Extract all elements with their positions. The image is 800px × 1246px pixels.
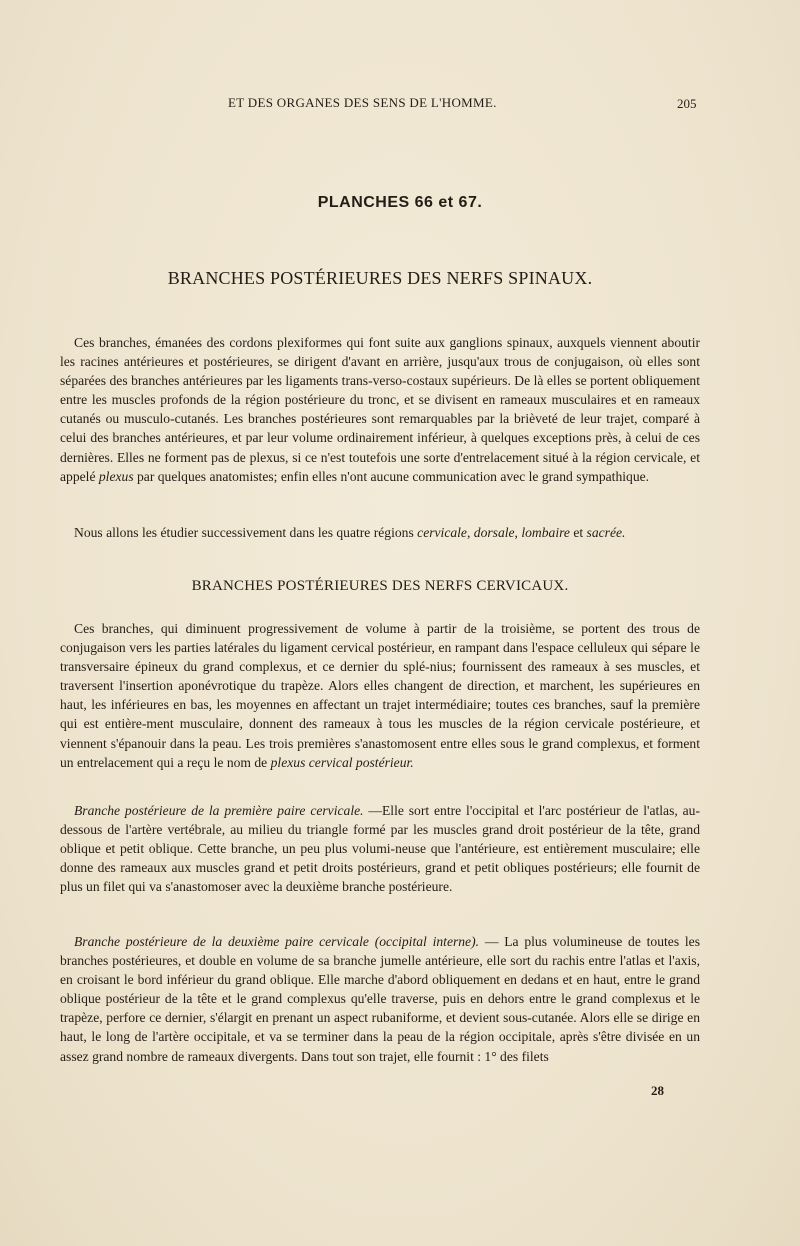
page-number: 205 [677,96,697,111]
region-sacree: sacrée. [586,525,626,540]
first-branch-text: —Elle sort entre l'occipital et l'arc postérieur de l'atlas, au-dessous de l'artère vertébrale, au milieu du triangle formé par les muscles grand droit postérieur de la tête, grand oblique et petit oblique. Cette branche, un peu plus volumi-neuse que l'antérieure, est entièrement musculaire; elle donne des rameaux aux muscles grand et petit droits postérieurs, grand et petit obliques postérieurs; elle fournit de plus un filet qui va s'anastomoser avec la deuxième branche postérieure. [60,803,701,895]
intro-text: Ces branches, émanées des cordons plexiformes qui font suite aux ganglions spinaux, auxquels viennent aboutir les racines antérieures et postérieures, se dirigent d'avant en arrière, jusqu'aux trous de conjugaison, où elles sont séparées des branches antérieures par les ligaments trans-verso-costaux supérieurs. De là elles se portent obliquement entre les muscles profonds de la région postérieure du tronc, et se divisent en rameaux musculaires et en rameaux cutanés ou musculo-cutanés. Les branches postérieures sont remarquables par la brièveté de leur trajet, comparé à celui des branches antérieures, et par leur volume ordinairement inférieur, à quelques exceptions près, à celui de ces dernières. Elles ne forment pas de plexus, si ce n'est toutefois une sorte d'entrelacement situé à la région cervicale, et appelé [60,335,700,484]
region-lombaire: lombaire [521,525,570,540]
signature-mark: 28 [651,1083,664,1098]
second-branch-heading: Branche postérieure de la deuxième paire cervicale [74,934,369,949]
cervical-paragraph [60,619,700,772]
intro-paragraph-2 [60,523,700,542]
cervical-term: plexus cervical postérieur. [270,754,414,770]
first-branch-paragraph [60,801,700,896]
region-dorsale: dorsale [473,525,515,540]
intro-paragraph-1 [60,333,700,486]
second-branch-paragraph [60,932,700,1066]
intro-regions-text: Nous allons les étudier successivement dans les quatre régions [74,525,418,540]
section-title: BRANCHES POSTÉRIEURES DES NERFS SPINAUX. [167,268,593,288]
region-cervicale: cervicale [417,525,467,540]
running-head: ET DES ORGANES DES SENS DE L'HOMME. [228,95,497,110]
separator: , [514,525,522,540]
intro-text-end: par quelques anatomistes; enfin elles n'ont aucune communication avec le grand sympathique. [133,468,650,484]
second-branch-paren: (occipital interne). [368,934,480,949]
first-branch-heading: Branche postérieure de la première paire cervicale. [74,803,364,818]
intro-term-plexus: plexus [98,468,134,484]
cervical-text: Ces branches, qui diminuent progressivement de volume à partir de la troisième, se portent des trous de conjugaison vers les parties latérales du ligament cervical postérieur, en rampant dans l'espace celluleux qui sépare le transversaire épineux du grand complexus, et ce dernier du splé-nius; fournissent des rameaux à ses muscles, et traversent l'insertion aponévrotique du trapèze. Alors elles changent de direction, et marchent, les supérieures en haut, les inférieures en bas, les moyennes en affectant un trajet intermédiaire; toutes ces branches, sauf la première qui est entière-ment musculaire, donnent des rameaux à tous les muscles de la région cervicale postérieure, et viennent s'épanouir dans la peau. Les trois premières s'anastomosent entre elles sous le grand complexus, et forment un entrelacement qui a reçu le nom de [60,621,700,770]
separator: , [466,525,474,540]
second-branch-text: — La plus volumineuse de toutes les branches postérieures, et double en volume de sa branche jumelle antérieure, elle sort du rachis entre l'atlas et l'axis, en croisant le bord inférieur du grand oblique. Elle marche d'abord obliquement en dedans et en haut, entre le grand oblique postérieur de la tête et le grand complexus qu'elle traverse, puis en dehors entre le grand complexus et le trapèze, perfore ce dernier, s'élargit en prenant un aspect rubaniforme, et devient sous-cutanée. Alors elle se dirige en haut, le long de l'artère occipitale, et va se terminer dans la peau de la région occipitale, après s'être divisée en un assez grand nombre de rameaux divergents. Dans tout son trajet, elle fournit : 1° des filets [60,934,701,1064]
cervical-section-title: BRANCHES POSTÉRIEURES DES NERFS CERVICAUX. [191,578,569,594]
plates-title: PLANCHES 66 et 67. [317,194,483,211]
conjunction: et [569,525,587,540]
